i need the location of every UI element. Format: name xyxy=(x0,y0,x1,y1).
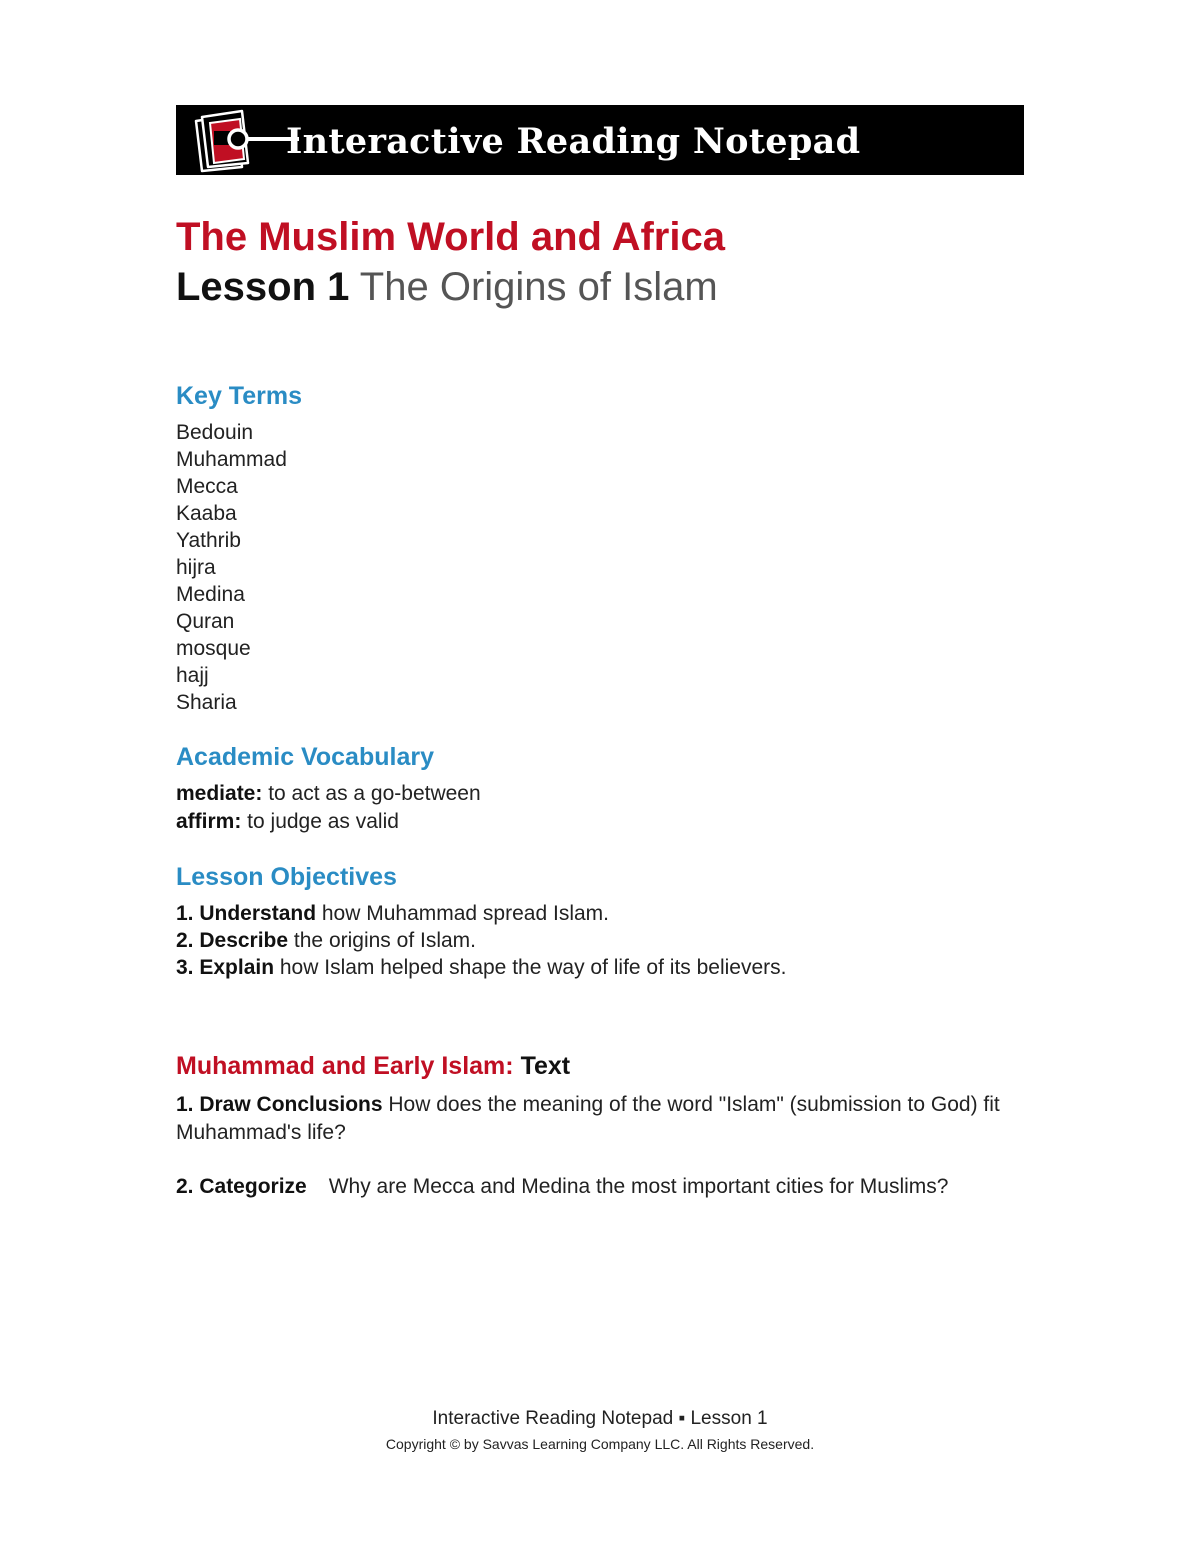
notepad-banner xyxy=(176,105,1024,175)
footer-title: Interactive Reading Notepad ▪ Lesson 1 xyxy=(432,1408,768,1429)
question-item xyxy=(176,1173,1024,1201)
objective-item xyxy=(176,954,1024,981)
objective-text: how Islam helped shape the way of life of its believers. xyxy=(274,956,787,979)
question-skill: 1. Draw Conclusions xyxy=(176,1093,383,1116)
text-section-heading xyxy=(176,1051,1024,1081)
objective-item xyxy=(176,927,1024,954)
key-term: Sharia xyxy=(176,691,237,714)
key-term: hijra xyxy=(176,556,216,579)
key-term: Bedouin xyxy=(176,421,254,444)
question-skill: 2. Categorize xyxy=(176,1175,307,1198)
objective-text: the origins of Islam. xyxy=(288,929,476,952)
question-item xyxy=(176,1091,1024,1147)
vocab-entry xyxy=(176,780,1024,808)
page-footer xyxy=(0,1407,1200,1453)
vocab-entry xyxy=(176,808,1024,836)
banner-title: Interactive Reading Notepad xyxy=(286,121,861,162)
objective-item xyxy=(176,900,1024,927)
lesson-number: Lesson 1 xyxy=(176,265,350,309)
key-term: Muhammad xyxy=(176,448,287,471)
academic-vocabulary-heading: Academic Vocabulary xyxy=(176,743,434,771)
objective-verb: 1. Understand xyxy=(176,902,317,925)
key-term: Medina xyxy=(176,583,245,606)
unit-title: The Muslim World and Africa xyxy=(176,215,725,259)
question-text: Why are Mecca and Medina the most important cities for Muslims? xyxy=(328,1175,949,1198)
vocab-word: mediate: xyxy=(176,782,263,805)
key-term: Kaaba xyxy=(176,502,237,525)
vocab-definition: to act as a go-between xyxy=(262,782,481,805)
objective-verb: 2. Describe xyxy=(176,929,289,952)
question-text: How does the meaning of the word "Islam" (submission to God) fit Muhammad's life? xyxy=(176,1093,1000,1144)
key-term: mosque xyxy=(176,637,251,660)
academic-vocabulary-list xyxy=(176,780,1024,836)
vocab-definition: to judge as valid xyxy=(241,810,399,833)
text-section-suffix: Text xyxy=(520,1052,571,1080)
key-term: hajj xyxy=(176,664,209,687)
key-terms-heading: Key Terms xyxy=(176,382,302,410)
key-term: Mecca xyxy=(176,475,238,498)
copyright-notice: Copyright © by Savvas Learning Company LLC. All Rights Reserved. xyxy=(385,1436,815,1452)
key-term: Yathrib xyxy=(176,529,241,552)
text-section-title: Muhammad and Early Islam: xyxy=(176,1052,514,1080)
lesson-title xyxy=(176,263,1024,311)
objective-verb: 3. Explain xyxy=(176,956,275,979)
lesson-name: The Origins of Islam xyxy=(359,265,718,309)
worksheet-page xyxy=(176,105,1024,1201)
vocab-word: affirm: xyxy=(176,810,242,833)
key-term: Quran xyxy=(176,610,235,633)
objective-text: how Muhammad spread Islam. xyxy=(316,902,609,925)
lesson-objectives-heading: Lesson Objectives xyxy=(176,863,397,891)
lesson-objectives-list xyxy=(176,900,1024,981)
key-terms-list xyxy=(176,419,1024,716)
